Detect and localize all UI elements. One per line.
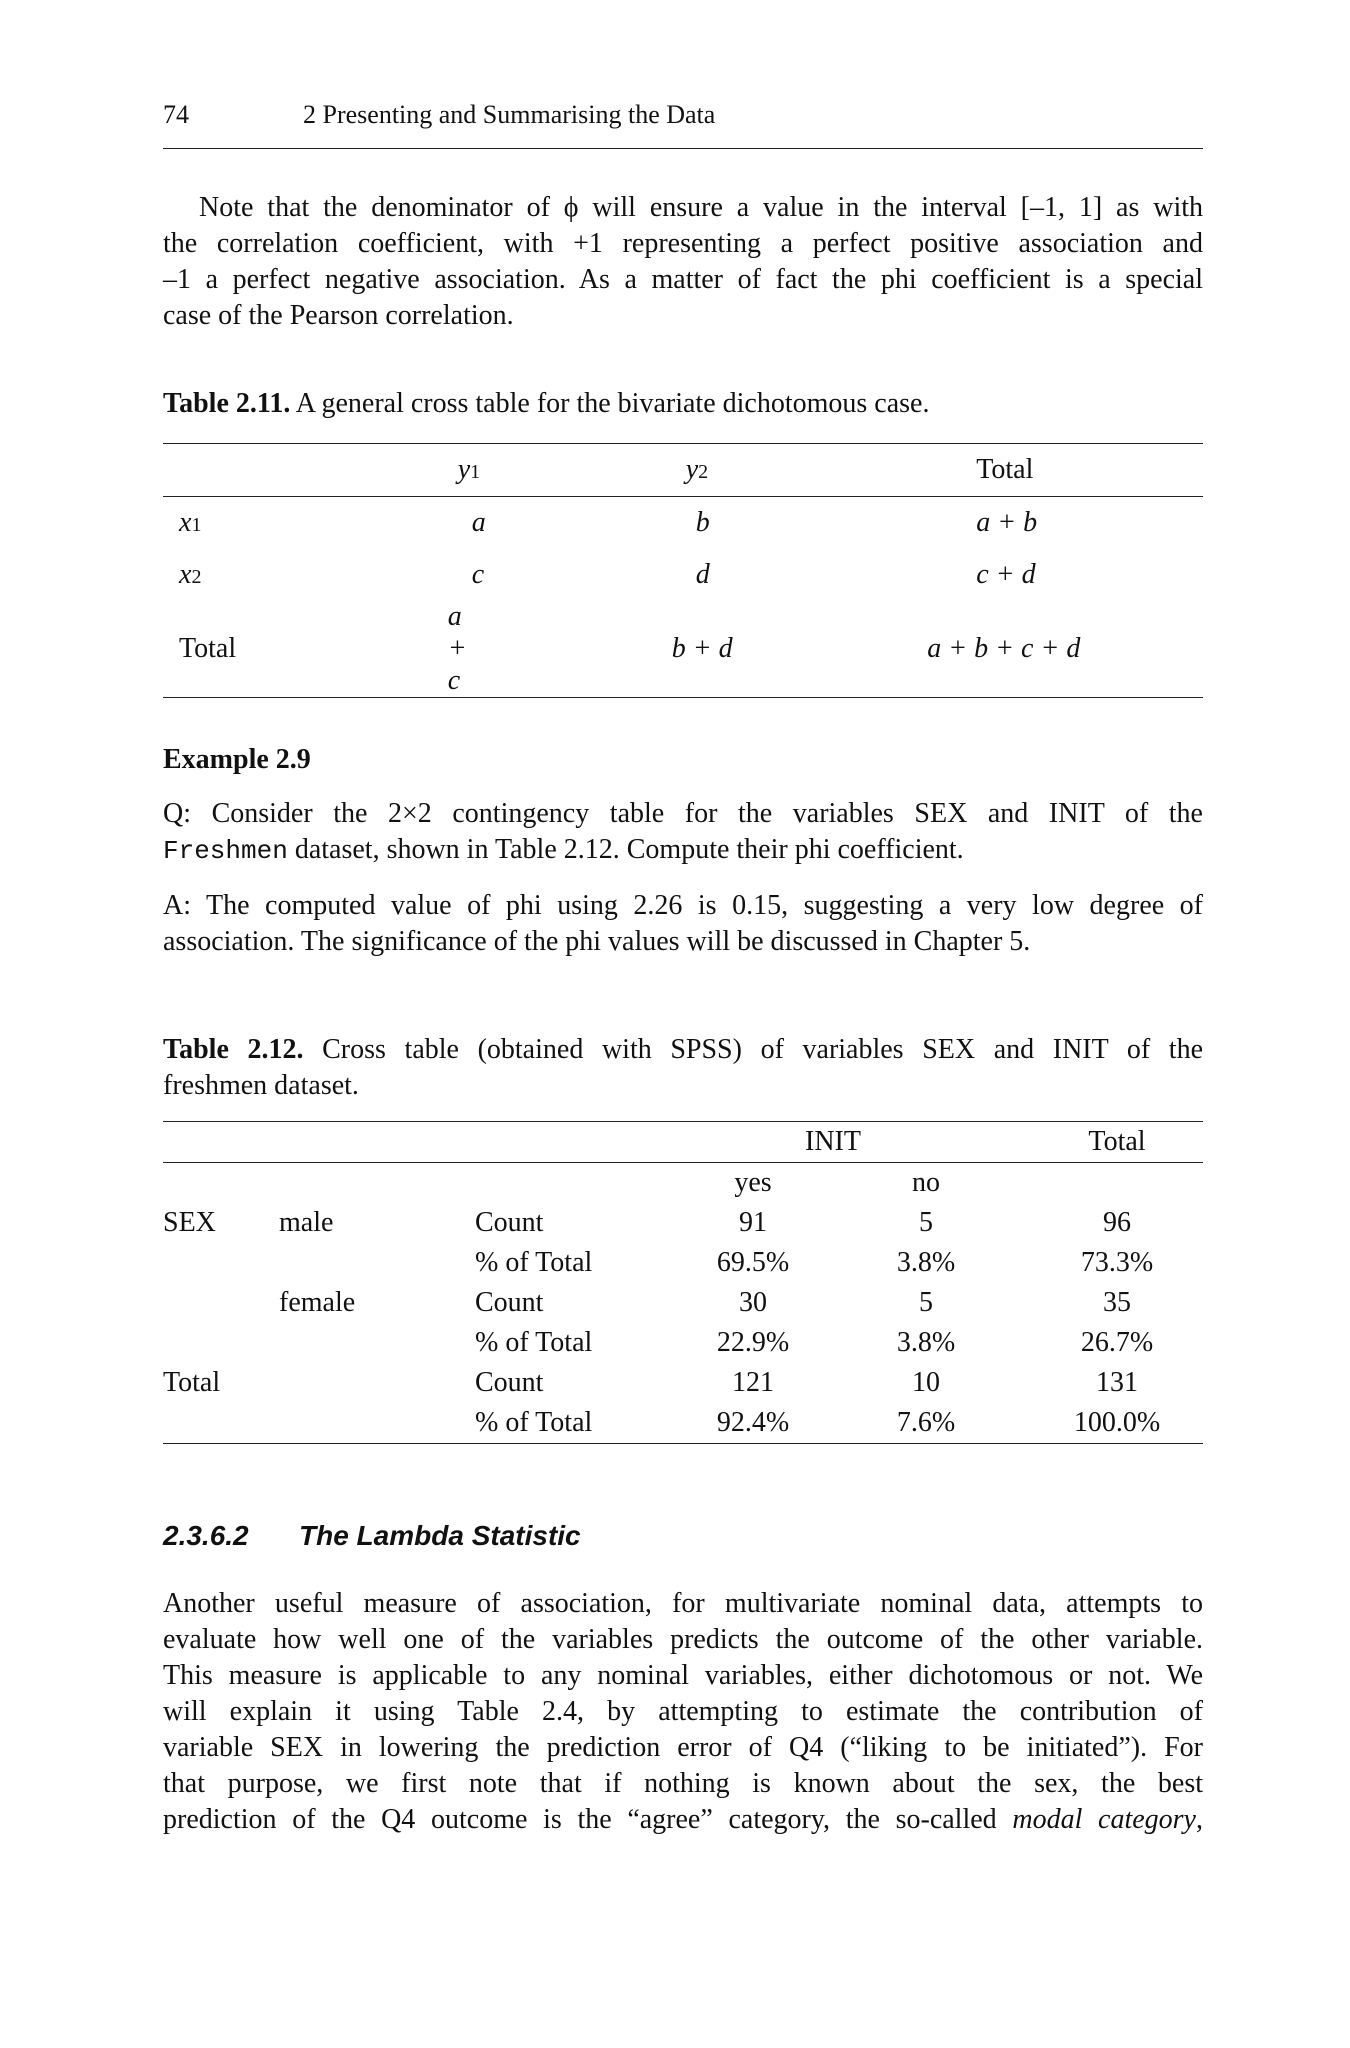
question-line: Q: Consider the 2×2 contingency table for the variables SEX and INIT of the	[163, 798, 1203, 829]
running-header	[163, 100, 1203, 149]
table-header-cell: Total	[801, 444, 1203, 497]
x1-subscript: 1	[191, 514, 202, 536]
table-cell: 100.0%	[1031, 1403, 1203, 1444]
table-cell: a + b + c + d	[801, 601, 1203, 698]
row-group-cell	[163, 1403, 275, 1444]
lambda-last-text: prediction of the Q4 outcome is the “agree” category, the so-called	[163, 1804, 1013, 1835]
table-cell: 92.4%	[655, 1403, 851, 1444]
table-cell: 96	[1103, 1207, 1131, 1238]
row-category-cell	[275, 1363, 415, 1403]
example-title: Example 2.9	[163, 744, 311, 775]
intro-paragraph	[163, 190, 1203, 334]
lambda-line	[163, 1802, 1203, 1838]
row-group-cell	[163, 1323, 275, 1363]
row-group-cell: Total	[163, 1367, 221, 1398]
row-stat-cell: Count	[475, 1287, 544, 1318]
table-2-11-caption	[163, 386, 1203, 422]
table-cell: 121	[732, 1367, 774, 1398]
row-group-cell	[163, 1283, 275, 1323]
answer-line: A: The computed value of phi using 2.26 is 0.15, suggesting a very low degree of	[163, 890, 1203, 921]
table-cell	[1031, 1163, 1203, 1204]
table-cell: 91	[739, 1207, 767, 1238]
table-cell: b	[695, 507, 710, 538]
table-subheader-row	[163, 1163, 1203, 1204]
table-2-12	[163, 1121, 1203, 1444]
example-answer	[163, 888, 1203, 960]
row-category-cell: female	[279, 1287, 356, 1318]
table-header-cell	[486, 444, 802, 497]
page-number: 74	[163, 100, 189, 129]
table-cell: 5	[919, 1207, 933, 1238]
table-cell: 22.9%	[716, 1327, 790, 1358]
row-category-cell: male	[279, 1207, 334, 1238]
caption-text: Cross table (obtained with SPSS) of variables SEX and INIT of the	[303, 1034, 1204, 1065]
row-stat-cell: Count	[475, 1207, 544, 1238]
chapter-title: 2 Presenting and Summarising the Data	[303, 100, 716, 129]
answer-line: association. The significance of the phi values will be discussed in Chapter 5.	[163, 926, 1031, 957]
no-header: no	[912, 1167, 940, 1198]
table-2-11	[163, 443, 1203, 698]
lambda-paragraph	[163, 1586, 1203, 1838]
row-label-cell	[163, 497, 262, 550]
table-cell: 73.3%	[1080, 1247, 1154, 1278]
x1-label: x	[179, 507, 192, 538]
table-cell	[415, 1163, 655, 1204]
table-header-row	[163, 1122, 1203, 1163]
table-cell: c	[471, 559, 485, 590]
table-row	[163, 497, 1203, 550]
x2-label: x	[179, 559, 192, 590]
table-cell: 7.6%	[851, 1403, 1031, 1444]
lambda-last-punct: ,	[1195, 1804, 1203, 1835]
dataset-name: Freshmen	[163, 836, 288, 866]
lambda-line: evaluate how well one of the variables predicts the outcome of the other variable.	[163, 1624, 1203, 1655]
y1-label: y	[457, 454, 471, 485]
table-cell: 10	[912, 1367, 940, 1398]
init-header: INIT	[655, 1122, 1031, 1163]
question-line	[163, 832, 1203, 869]
example-question	[163, 796, 1203, 869]
intro-line: Note that the denominator of ϕ will ensure a value in the interval [–1, 1] as with	[199, 192, 1203, 223]
table-2-11-caption-text: A general cross table for the bivariate dichotomous case.	[290, 388, 930, 419]
row-stat-cell: % of Total	[475, 1247, 593, 1278]
table-2-12-label: Table 2.12.	[163, 1034, 304, 1065]
table-cell: 5	[919, 1287, 933, 1318]
row-label-cell	[163, 549, 262, 601]
section-heading	[163, 1520, 581, 1552]
modal-category-term: modal category	[1012, 1804, 1196, 1835]
table-header-cell	[262, 444, 486, 497]
y1-subscript: 1	[470, 461, 481, 483]
y2-subscript: 2	[698, 461, 709, 483]
caption-line: freshmen dataset.	[163, 1070, 359, 1101]
intro-line: case of the Pearson correlation.	[163, 300, 514, 331]
row-category-cell	[275, 1323, 415, 1363]
table-cell: 3.8%	[896, 1327, 956, 1358]
caption-line	[163, 1032, 1203, 1068]
row-stat-cell: % of Total	[415, 1403, 655, 1444]
row-group-cell	[163, 1243, 275, 1283]
table-2-12-caption	[163, 1032, 1203, 1104]
yes-header: yes	[734, 1167, 772, 1198]
table-cell: 30	[739, 1287, 767, 1318]
table-header-cell	[275, 1122, 415, 1163]
lambda-line: This measure is applicable to any nominal variables, either dichotomous or not. We	[163, 1660, 1203, 1691]
total-header: Total	[1031, 1122, 1203, 1163]
table-header-cell	[163, 1122, 275, 1163]
row-label-cell: Total	[163, 601, 262, 698]
table-row	[163, 1243, 1203, 1283]
intro-line: the correlation coefficient, with +1 representing a perfect positive association and	[163, 228, 1203, 259]
table-cell: a + b	[976, 507, 1038, 538]
row-group-cell: SEX	[163, 1207, 216, 1238]
row-category-cell	[275, 1243, 415, 1283]
table-cell	[275, 1163, 415, 1204]
table-cell	[163, 1163, 275, 1204]
x2-subscript: 2	[191, 566, 202, 588]
lambda-line: that purpose, we first note that if nothing is known about the sex, the best	[163, 1768, 1203, 1799]
intro-line: –1 a perfect negative association. As a matter of fact the phi coefficient is a special	[163, 264, 1203, 295]
table-row	[163, 549, 1203, 601]
table-row	[163, 1203, 1203, 1243]
table-header-cell	[163, 444, 262, 497]
lambda-line: variable SEX in lowering the prediction error of Q4 (“liking to be initiated”). For	[163, 1732, 1203, 1763]
table-row	[163, 1283, 1203, 1323]
table-cell: 131	[1096, 1367, 1138, 1398]
row-stat-cell: Count	[475, 1367, 544, 1398]
section-number: 2.3.6.2	[163, 1520, 249, 1551]
row-stat-cell: % of Total	[475, 1327, 593, 1358]
table-cell: c + d	[976, 559, 1036, 590]
table-row	[163, 1363, 1203, 1403]
table-cell: b + d	[486, 601, 802, 698]
table-cell: 26.7%	[1080, 1327, 1154, 1358]
question-rest: dataset, shown in Table 2.12. Compute their phi coefficient.	[287, 834, 964, 865]
table-cell: a	[471, 507, 486, 538]
table-cell: a + c	[262, 601, 486, 698]
lambda-line: Another useful measure of association, for multivariate nominal data, attempts to	[163, 1588, 1203, 1619]
table-row	[163, 1403, 1203, 1444]
table-row	[163, 1323, 1203, 1363]
section-title: The Lambda Statistic	[299, 1520, 581, 1551]
table-2-11-label: Table 2.11.	[163, 388, 291, 419]
table-cell: d	[695, 559, 710, 590]
lambda-line: will explain it using Table 2.4, by attempting to estimate the contribution of	[163, 1696, 1203, 1727]
table-header-row	[163, 444, 1203, 497]
table-row	[163, 601, 1203, 698]
row-category-cell	[275, 1403, 415, 1444]
y2-label: y	[685, 454, 699, 485]
table-cell: 3.8%	[896, 1247, 956, 1278]
table-cell: 35	[1103, 1287, 1131, 1318]
table-cell: 69.5%	[716, 1247, 790, 1278]
table-header-cell	[415, 1122, 655, 1163]
